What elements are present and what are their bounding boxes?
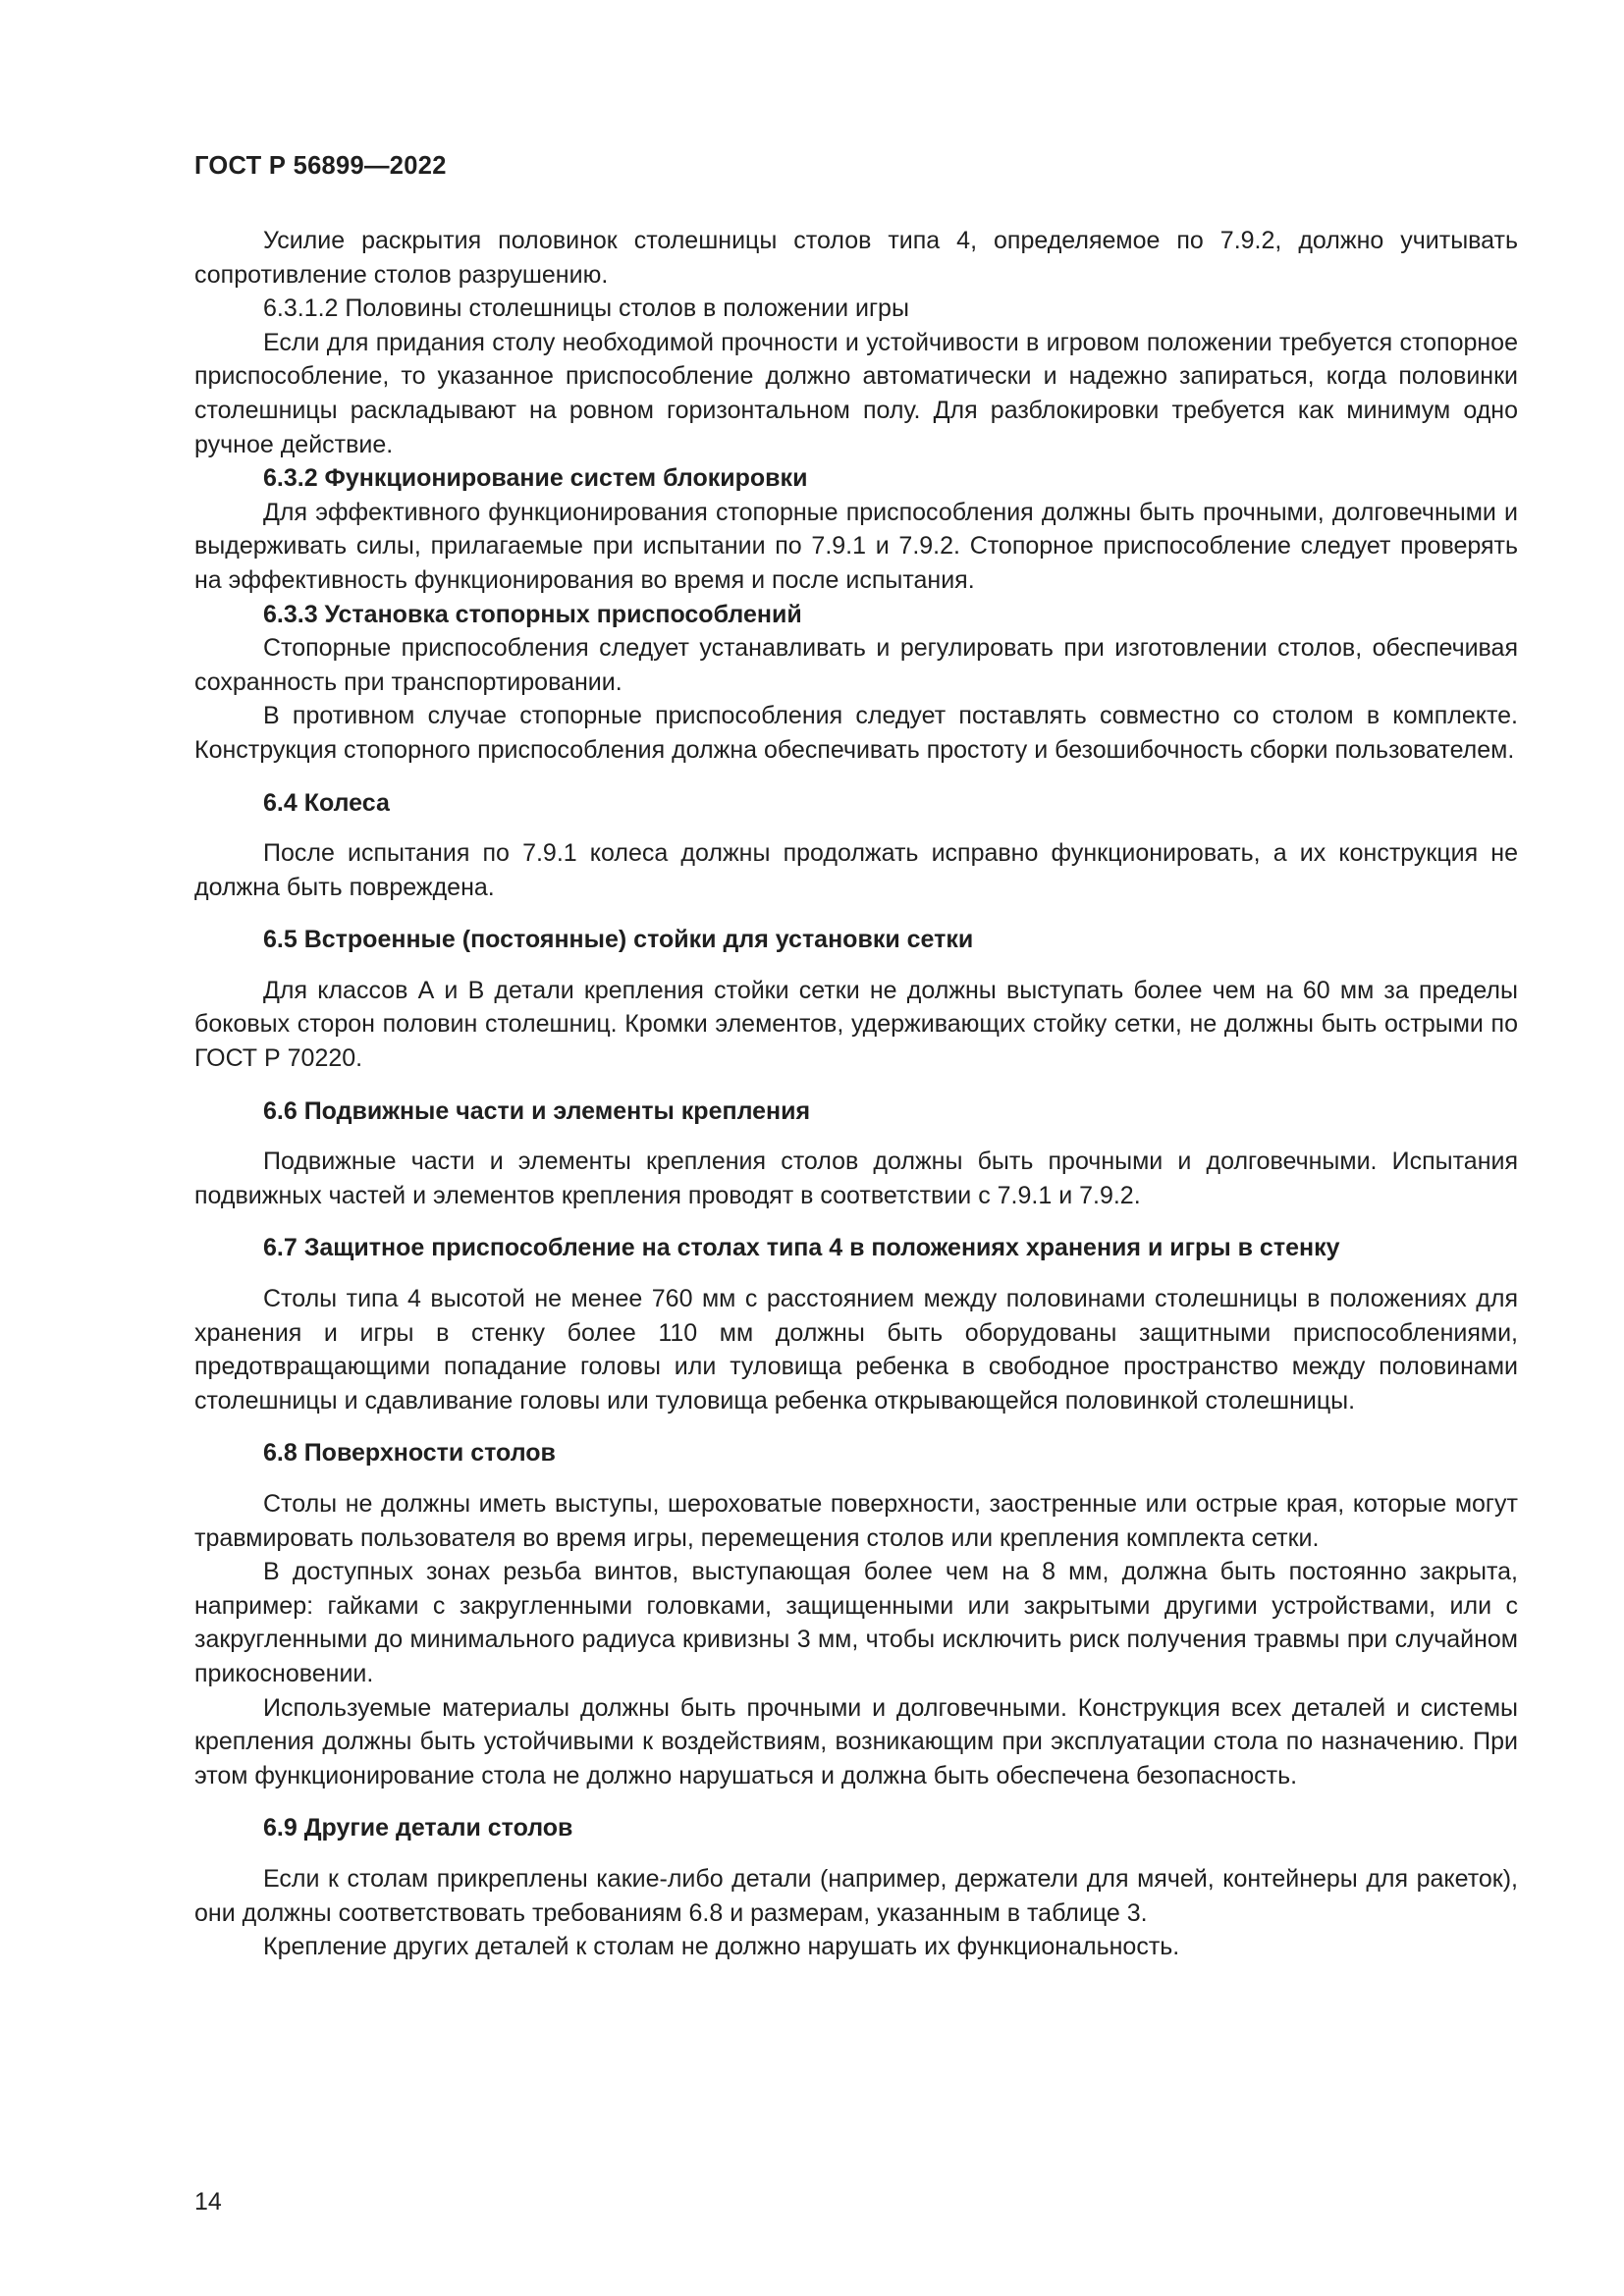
- paragraph: В доступных зонах резьба винтов, выступающая более чем на 8 мм, должна быть постоянно закрыта, например: гайками с закругленными головками, защищенными или закрытыми другими устройствами, или с закругленными до минимального радиуса кривизны 3 мм, чтобы исключить риск получения травмы при случайном прикосновении.: [194, 1558, 1518, 1687]
- section-heading-6-4: 6.4 Колеса: [263, 788, 390, 817]
- standard-id-header: ГОСТ Р 56899—2022: [194, 152, 447, 180]
- section-heading-6-3-3: 6.3.3 Установка стопорных приспособлений: [263, 600, 802, 628]
- paragraph: Для эффективного функционирования стопорные приспособления должны быть прочными, долговечными и выдерживать силы, прилагаемые при испытании по 7.9.1 и 7.9.2. Стопорное приспособление следует проверять на эффективность функционирования во время и после испытания.: [194, 498, 1518, 594]
- paragraph: Для классов А и В детали крепления стойки сетки не должны выступать более чем на 60 мм за пределы боковых сторон половин столешниц. Кромки элементов, удерживающих стойку сетки, не должны быть острыми по ГОСТ Р 70220.: [194, 976, 1518, 1073]
- paragraph: Стопорные приспособления следует устанавливать и регулировать при изготовлении столов, обеспечивая сохранность при транспортировании.: [194, 634, 1518, 696]
- section-heading-6-6: 6.6 Подвижные части и элементы крепления: [263, 1096, 811, 1125]
- section-heading-6-7: 6.7 Защитное приспособление на столах типа 4 в положениях хранения и игры в стенку: [263, 1234, 1340, 1262]
- document-body: [194, 224, 1518, 1964]
- clause-6-3-1-2-title: 6.3.1.2 Половины столешницы столов в положении игры: [263, 294, 909, 323]
- paragraph: Используемые материалы должны быть прочными и долговечными. Конструкция всех деталей и системы крепления должны быть устойчивыми к воздействиям, возникающим при эксплуатации стола по назначению. При этом функционирование стола не должно нарушаться и должна быть обеспечена безопасность.: [194, 1693, 1518, 1789]
- paragraph: Если для придания столу необходимой прочности и устойчивости в игровом положении требуется стопорное приспособление, то указанное приспособление должно автоматически и надежно запираться, когда половинки столешницы раскладывают на ровном горизонтальном полу. Для разблокировки требуется как минимум одно ручное действие.: [194, 328, 1518, 458]
- paragraph: Столы не должны иметь выступы, шероховатые поверхности, заостренные или острые края, которые могут травмировать пользователя во время игры, перемещения столов или крепления комплекта сетки.: [194, 1490, 1518, 1552]
- section-heading-6-9: 6.9 Другие детали столов: [263, 1814, 573, 1842]
- paragraph: В противном случае стопорные приспособления следует поставлять совместно со столом в комплекте. Конструкция стопорного приспособления должна обеспечивать простоту и безошибочность сборки пользователем.: [194, 702, 1518, 764]
- paragraph: Крепление других деталей к столам не должно нарушать их функциональность.: [263, 1933, 1180, 1961]
- paragraph: Столы типа 4 высотой не менее 760 мм с расстоянием между половинами столешницы в положениях для хранения и игры в стенку более 110 мм должны быть оборудованы защитными приспособлениями, предотвращающими попадание головы или туловища ребенка в свободное пространство между половинами столешницы и сдавливание головы или туловища ребенка открывающейся половинкой столешницы.: [194, 1285, 1518, 1415]
- section-heading-6-8: 6.8 Поверхности столов: [263, 1439, 556, 1468]
- paragraph: Если к столам прикреплены какие-либо детали (например, держатели для мячей, контейнеры для ракеток), они должны соответствовать требованиям 6.8 и размерам, указанным в таблице 3.: [194, 1864, 1518, 1927]
- paragraph: После испытания по 7.9.1 колеса должны продолжать исправно функционировать, а их конструкция не должна быть повреждена.: [194, 839, 1518, 901]
- paragraph: Подвижные части и элементы крепления столов должны быть прочными и долговечными. Испытания подвижных частей и элементов крепления проводят в соответствии с 7.9.1 и 7.9.2.: [194, 1148, 1518, 1209]
- paragraph: Усилие раскрытия половинок столешницы столов типа 4, определяемое по 7.9.2, должно учитывать сопротивление столов разрушению.: [194, 227, 1518, 289]
- section-heading-6-3-2: 6.3.2 Функционирование систем блокировки: [263, 464, 808, 493]
- page-number: 14: [194, 2188, 222, 2216]
- section-heading-6-5: 6.5 Встроенные (постоянные) стойки для установки сетки: [263, 926, 974, 954]
